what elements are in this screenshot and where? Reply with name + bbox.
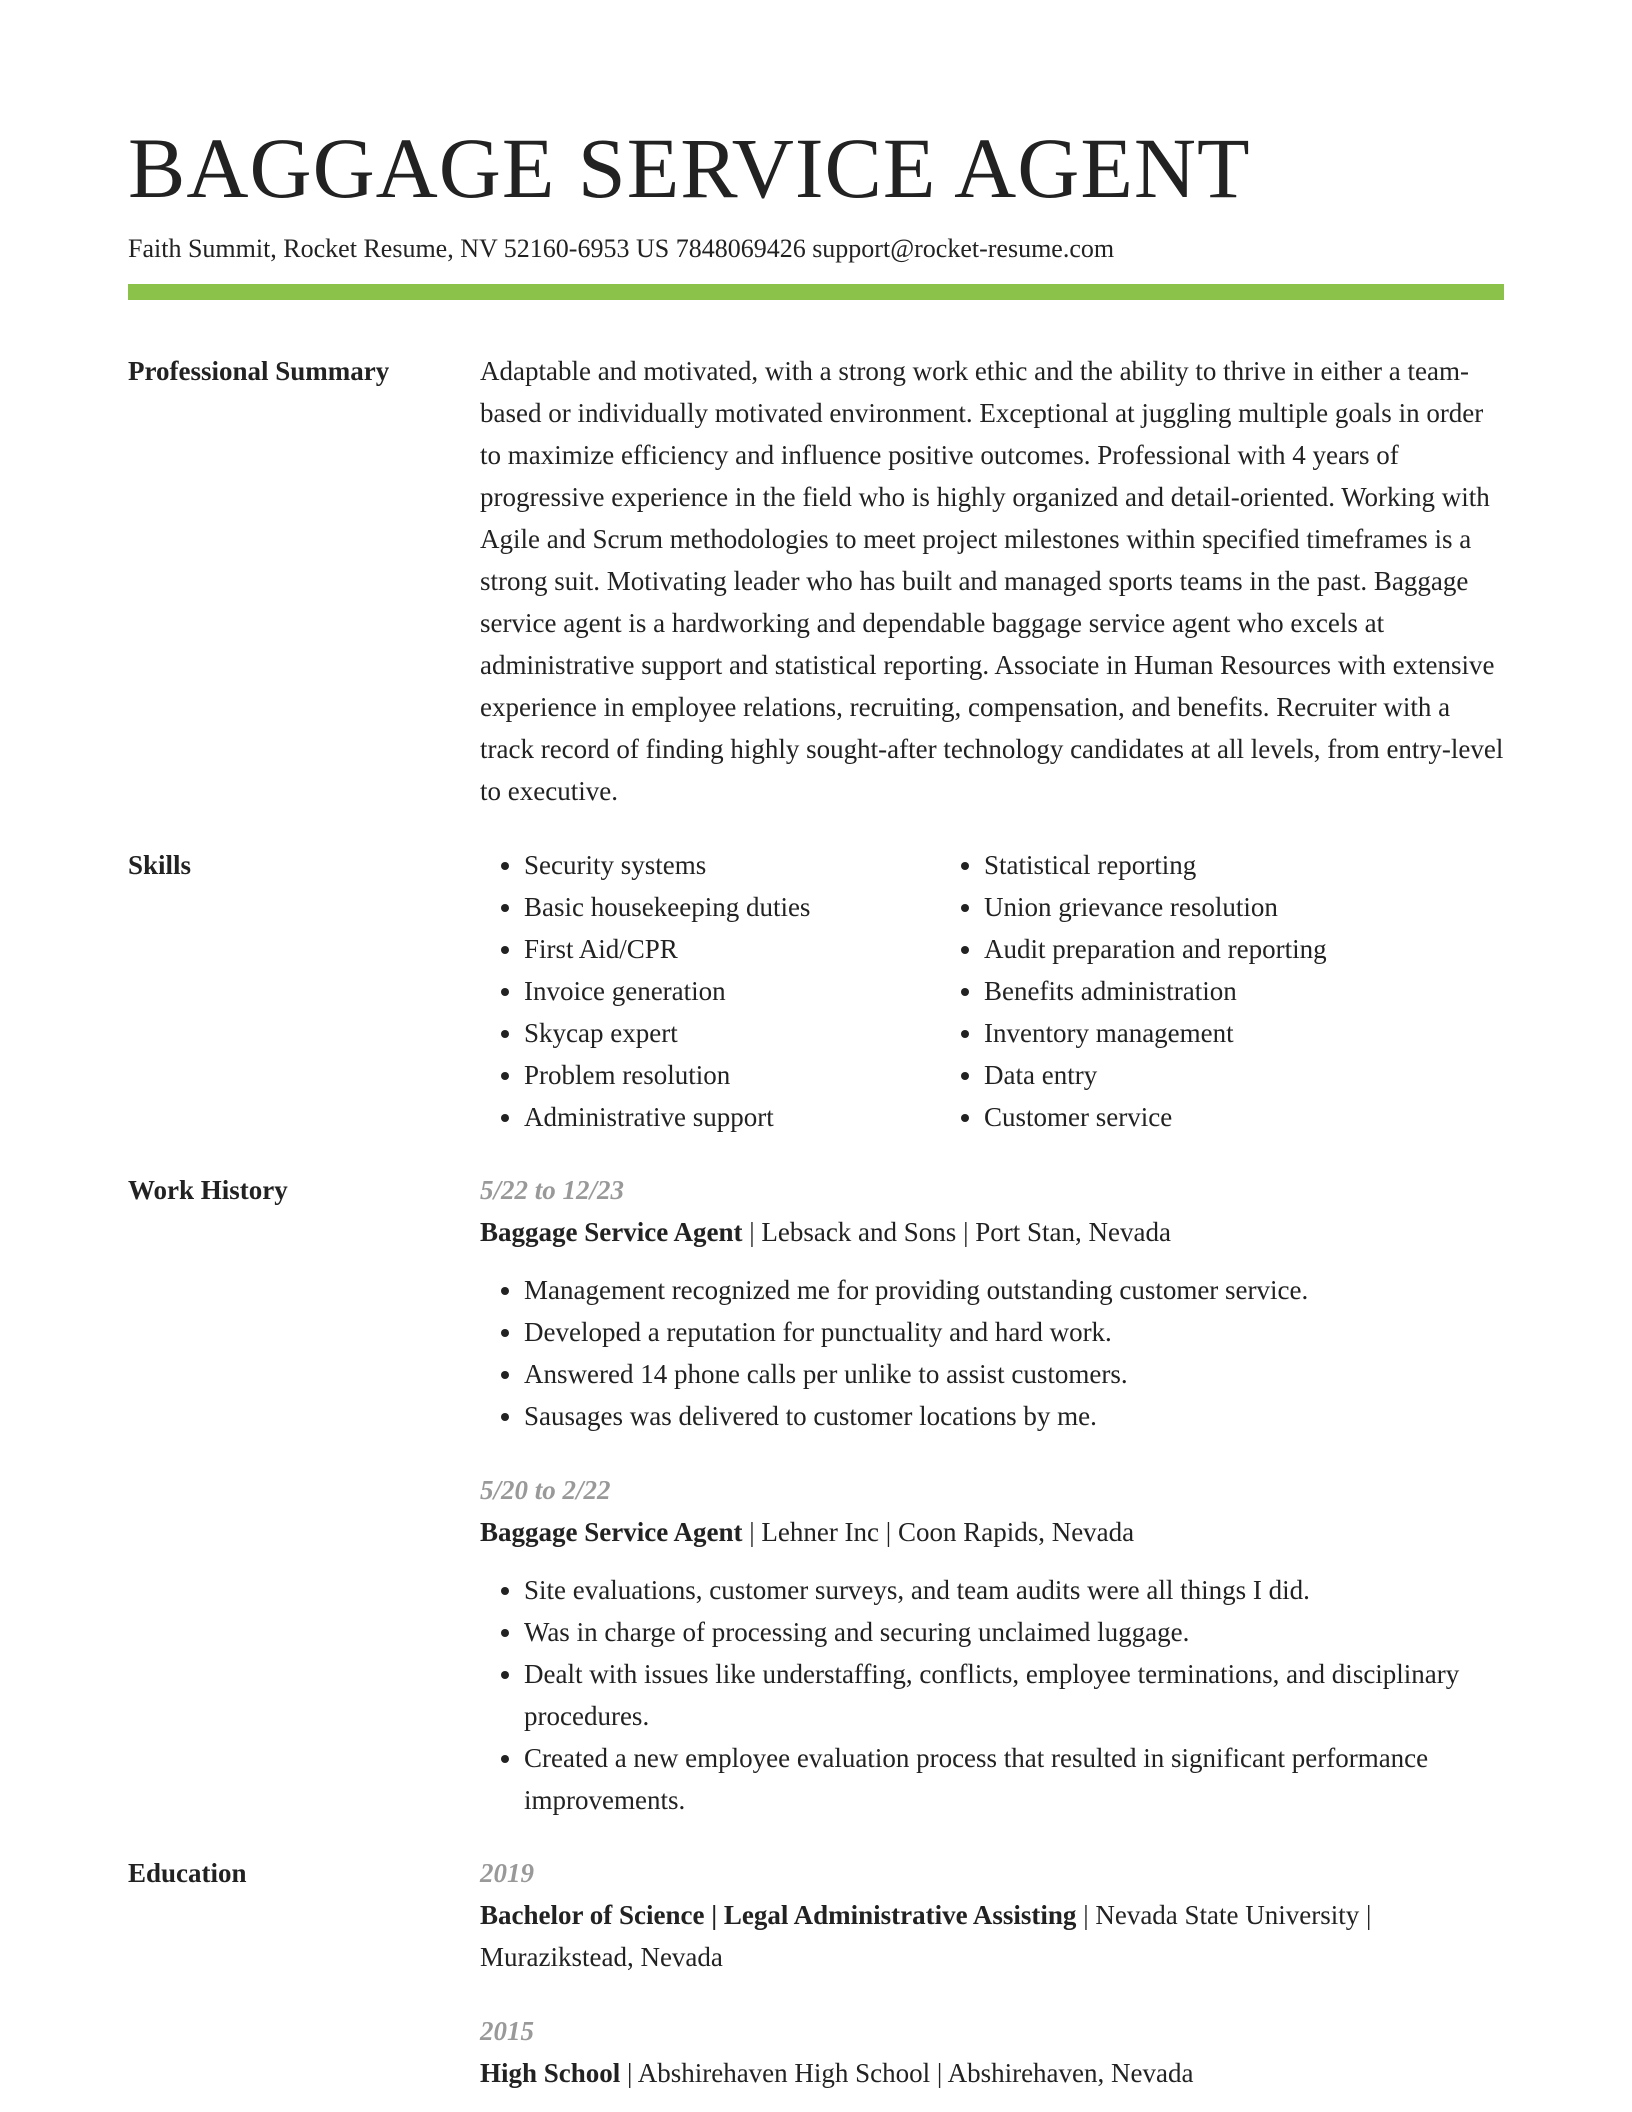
skills-section <box>128 844 1504 1138</box>
education-heading <box>480 1894 1504 1978</box>
education-heading <box>480 2052 1504 2094</box>
section-title-skills: Skills <box>128 850 192 880</box>
job-heading <box>480 1511 1504 1553</box>
header-divider <box>128 284 1504 300</box>
resume-page <box>128 0 1504 2094</box>
summary-text: Adaptable and motivated, with a strong work ethic and the ability to thrive in either a team-based or individually motivated environment. Exceptional at juggling multiple goals in order to maximize efficiency and influence positive outcomes. Professional with 4 years of progressive experience in the field who is highly organized and detail-oriented. Working with Agile and Scrum methodologies to meet project milestones within specified timeframes is a strong suit. Motivating leader who has built and managed sports teams in the past. Baggage service agent is a hardworking and dependable baggage service agent who excels at administrative support and statistical reporting. Associate in Human Resources with extensive experience in employee relations, recruiting, compensation, and benefits. Recruiter with a track record of finding highly sought-after technology candidates at all levels, from entry-level to executive. <box>480 356 1504 806</box>
candidate-title: BAGGAGE SERVICE AGENT <box>128 120 1251 216</box>
skill-item: • Skycap expert <box>524 1012 940 1054</box>
job-title: Baggage Service Agent <box>480 1517 743 1547</box>
section-title-work: Work History <box>128 1175 288 1205</box>
work-history-section <box>128 1169 1504 1821</box>
skill-item: • Problem resolution <box>524 1054 940 1096</box>
skills-column-1 <box>480 844 940 1138</box>
job-bullet: • Created a new employee evaluation process that resulted in significant performance improvements. <box>524 1737 1504 1821</box>
job-title: Baggage Service Agent <box>480 1217 743 1247</box>
contact-line: Faith Summit, Rocket Resume, NV 52160-6953 US 7848069426 support@rocket-resume.com <box>128 234 1115 263</box>
degree-title: High School <box>480 2058 621 2088</box>
skills-grid <box>480 844 1504 1138</box>
education-year: 2019 <box>480 1858 534 1888</box>
job-employer-location: | Lehner Inc | Coon Rapids, Nevada <box>742 1517 1135 1547</box>
skill-item: • Benefits administration <box>984 970 1504 1012</box>
skills-column-2 <box>940 844 1504 1138</box>
school-location: | Abshirehaven High School | Abshirehaven, Nevada <box>620 2058 1194 2088</box>
job-dates: 5/22 to 12/23 <box>480 1175 625 1205</box>
skill-item: • Basic housekeeping duties <box>524 886 940 928</box>
job-entry <box>480 1169 1504 1437</box>
job-bullets <box>480 1269 1504 1437</box>
skill-item: • First Aid/CPR <box>524 928 940 970</box>
skill-item: • Security systems <box>524 844 940 886</box>
skill-item: • Administrative support <box>524 1096 940 1138</box>
section-title-education: Education <box>128 1858 247 1888</box>
skill-item: • Union grievance resolution <box>984 886 1504 928</box>
job-bullet: • Management recognized me for providing outstanding customer service. <box>524 1269 1504 1311</box>
skill-item: • Audit preparation and reporting <box>984 928 1504 970</box>
job-heading <box>480 1211 1504 1253</box>
job-employer-location: | Lebsack and Sons | Port Stan, Nevada <box>742 1217 1171 1247</box>
skill-item: • Invoice generation <box>524 970 940 1012</box>
job-bullets <box>480 1569 1504 1821</box>
summary-section <box>128 350 1504 812</box>
skill-item: • Statistical reporting <box>984 844 1504 886</box>
job-entry <box>480 1469 1504 1821</box>
skill-item: • Data entry <box>984 1054 1504 1096</box>
job-bullet: • Answered 14 phone calls per unlike to assist customers. <box>524 1353 1504 1395</box>
job-bullet: • Was in charge of processing and securing unclaimed luggage. <box>524 1611 1504 1653</box>
skill-item: • Customer service <box>984 1096 1504 1138</box>
education-year: 2015 <box>480 2016 534 2046</box>
education-entry <box>480 1852 1504 1978</box>
job-dates: 5/20 to 2/22 <box>480 1475 611 1505</box>
degree-title: Bachelor of Science | Legal Administrative Assisting <box>480 1900 1077 1930</box>
section-title-summary: Professional Summary <box>128 356 390 386</box>
school-location: | Nevada State University | Murazikstead, Nevada <box>480 1900 1372 1972</box>
job-bullet: • Dealt with issues like understaffing, conflicts, employee terminations, and disciplinary procedures. <box>524 1653 1504 1737</box>
job-bullet: • Developed a reputation for punctuality and hard work. <box>524 1311 1504 1353</box>
skill-item: • Inventory management <box>984 1012 1504 1054</box>
education-entry <box>480 2010 1504 2094</box>
job-bullet: • Site evaluations, customer surveys, and team audits were all things I did. <box>524 1569 1504 1611</box>
job-bullet: • Sausages was delivered to customer locations by me. <box>524 1395 1504 1437</box>
education-section <box>128 1852 1504 2094</box>
